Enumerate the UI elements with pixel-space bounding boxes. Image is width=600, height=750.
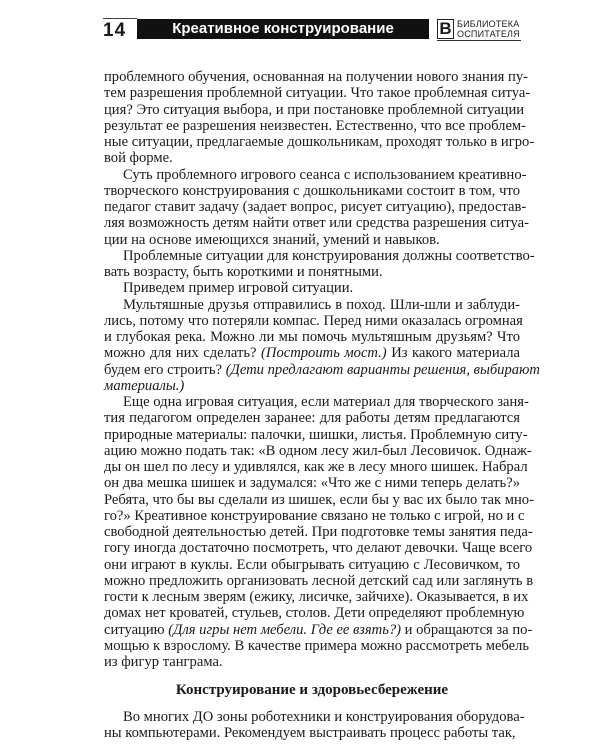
text-segment: и обращаются за по-: [401, 621, 533, 638]
text-line: [104, 426, 528, 443]
text-segment: природные материалы: палочки, шишки, листья. Проблемную ситу-: [104, 426, 528, 443]
text-line: [104, 540, 533, 557]
text-segment: он два мешка шишек и задумался: «Что же с ними теперь делать?»: [104, 475, 520, 492]
text-segment: мощью к взрослому. В качестве примера можно рассмотреть мебель: [104, 637, 530, 654]
text-line: [104, 101, 525, 118]
section-body-text: [104, 709, 525, 742]
italic-text: материалы.): [104, 377, 185, 394]
paragraph: [104, 394, 534, 670]
text-line: [104, 507, 525, 524]
paragraph: [104, 166, 529, 248]
text-segment: ситуацию: [104, 621, 169, 638]
text-line: [104, 589, 529, 605]
section-heading: Конструирование и здоровьесбережение: [175, 682, 449, 698]
text-line: [104, 621, 533, 638]
text-line: [104, 264, 520, 280]
text-line: [104, 117, 527, 134]
text-line: [104, 232, 520, 248]
text-line: [104, 329, 520, 345]
text-line: [104, 459, 528, 475]
text-segment: тем разрешения проблемной ситуации. Что такое проблемная ситуа-: [104, 85, 531, 102]
text-segment: будем его строить?: [104, 361, 226, 378]
text-segment: вой форме.: [104, 150, 173, 167]
text-segment: можно для них сделать?: [104, 345, 262, 362]
series-logo: [437, 18, 521, 41]
text-line: [104, 637, 530, 654]
text-line: [104, 378, 520, 394]
text-line: [104, 345, 520, 361]
text-line: [104, 394, 529, 410]
text-line: [104, 312, 523, 329]
paragraph: [104, 280, 520, 296]
text-segment: го?» Креативное конструирование связано не только с игрой, но и с: [104, 507, 525, 524]
text-segment: ция? Это ситуация выбора, и при постановке проблемной ситуации: [104, 101, 525, 118]
text-segment: Суть проблемного игрового сеанса с использованием креативно-: [123, 166, 527, 183]
text-segment: и глубокая река. Можно ли мы помочь мультяшным друзьям? Что: [104, 329, 520, 345]
text-segment: ляя возможность детям найти ответ или средства разрешения ситуа-: [104, 215, 529, 232]
text-line: [104, 297, 520, 313]
text-segment: ды он шел по лесу и удивлялся, как же в лесу много шишек. Набрал: [104, 459, 528, 475]
paragraph: [104, 247, 535, 281]
logo-line1: БИБЛИОТЕКА: [457, 19, 520, 29]
text-segment: гогу иногда достаточно посмотреть, что делают девочки. Чаще всего: [104, 540, 533, 557]
text-line: [104, 247, 535, 264]
paragraph: [104, 296, 540, 395]
logo-text: [457, 19, 520, 39]
text-line: [104, 199, 527, 215]
italic-text: (Для игры нет мебели. Где ее взять?): [168, 621, 401, 638]
text-segment: Мультяшные друзья отправились в поход. Шли-шли и заблуди-: [123, 296, 520, 313]
text-segment: ацию можно подать так: «В одном лесу жил-был Лесовичок. Однаж-: [104, 442, 532, 459]
page-number: 14: [103, 18, 137, 42]
text-line: [104, 69, 529, 85]
text-segment: тия педагогом определен заранее: для работы детям предлагаются: [104, 410, 520, 427]
text-segment: Проблемные ситуации для конструирования должны соответство-: [123, 247, 535, 264]
text-segment: из фигур танграма.: [104, 654, 223, 670]
text-line: [104, 280, 520, 296]
text-line: [104, 725, 520, 741]
italic-text: (Дети предлагают варианты решения, выбирают: [225, 361, 540, 378]
text-segment: домах нет кроватей, стульев, столов. Дети определяют проблемную: [104, 605, 525, 622]
text-segment: свободной деятельностью детей. При подготовке темы занятия педа-: [104, 524, 533, 540]
text-segment: Еще одна игровая ситуация, если материал для творческого заня-: [123, 394, 529, 410]
text-line: [104, 491, 534, 508]
italic-text: (Построить мост.): [261, 345, 387, 362]
text-segment: результат ее разрешения неизвестен. Естественно, что все проблем-: [104, 117, 527, 134]
text-segment: ны компьютерами. Рекомендуем выстраивать процесс работы так,: [104, 725, 516, 742]
text-line: [104, 572, 534, 589]
text-line: [104, 524, 533, 540]
text-line: [104, 215, 529, 232]
text-segment: они играют в куклы. Если обыгрывать ситуацию с Лесовичком, то: [104, 556, 520, 573]
text-line: [104, 150, 520, 166]
text-segment: Приведем пример игровой ситуации.: [123, 280, 354, 297]
logo-letter: В: [437, 19, 454, 39]
text-segment: Во многих ДО зоны роботехники и конструирования оборудова-: [123, 709, 525, 725]
text-segment: проблемного обучения, основанная на получении нового знания пу-: [104, 69, 529, 85]
text-segment: ные ситуации, предлагаемые дошкольникам, проходят только в игро-: [104, 134, 535, 150]
text-segment: вать возрасту, быть короткими и понятными.: [104, 264, 383, 280]
text-segment: можно предложить организовать лесной детский сад или заглянуть в: [104, 572, 534, 589]
text-line: [104, 442, 532, 459]
text-segment: гости к лесным зверям (ежику, лисичке, зайчихе). Оказывается, в их: [104, 589, 529, 605]
text-segment: Ребята, что бы вы сделали из шишек, если бы у вас их было так мно-: [104, 491, 534, 508]
paragraph: [104, 69, 535, 167]
logo-line2: ОСПИТАТЕЛЯ: [457, 29, 520, 39]
text-line: [104, 654, 520, 670]
text-line: [104, 134, 535, 150]
text-line: [104, 709, 525, 725]
text-segment: педагог ставит задачу (задает вопрос, рисует ситуацию), предостав-: [104, 199, 527, 215]
text-line: [104, 410, 520, 426]
text-line: [104, 183, 520, 199]
text-line: [104, 475, 520, 491]
text-line: [104, 557, 520, 573]
text-line: [104, 361, 540, 378]
text-line: [104, 85, 531, 102]
text-segment: творческого конструирования с дошкольниками состоит в том, что: [104, 182, 520, 199]
text-segment: Из какого материала: [386, 345, 521, 362]
body-text: [104, 69, 540, 670]
text-line: [104, 166, 527, 183]
chapter-title: Креативное конструирование: [172, 20, 394, 37]
paragraph: [104, 709, 525, 742]
chapter-title-bar: [137, 19, 429, 39]
text-line: [104, 605, 525, 622]
text-segment: ции на основе имеющихся знаний, умений и навыков.: [104, 231, 440, 248]
text-segment: лись, потому что потеряли компас. Перед ними оказалась огромная: [104, 312, 523, 329]
